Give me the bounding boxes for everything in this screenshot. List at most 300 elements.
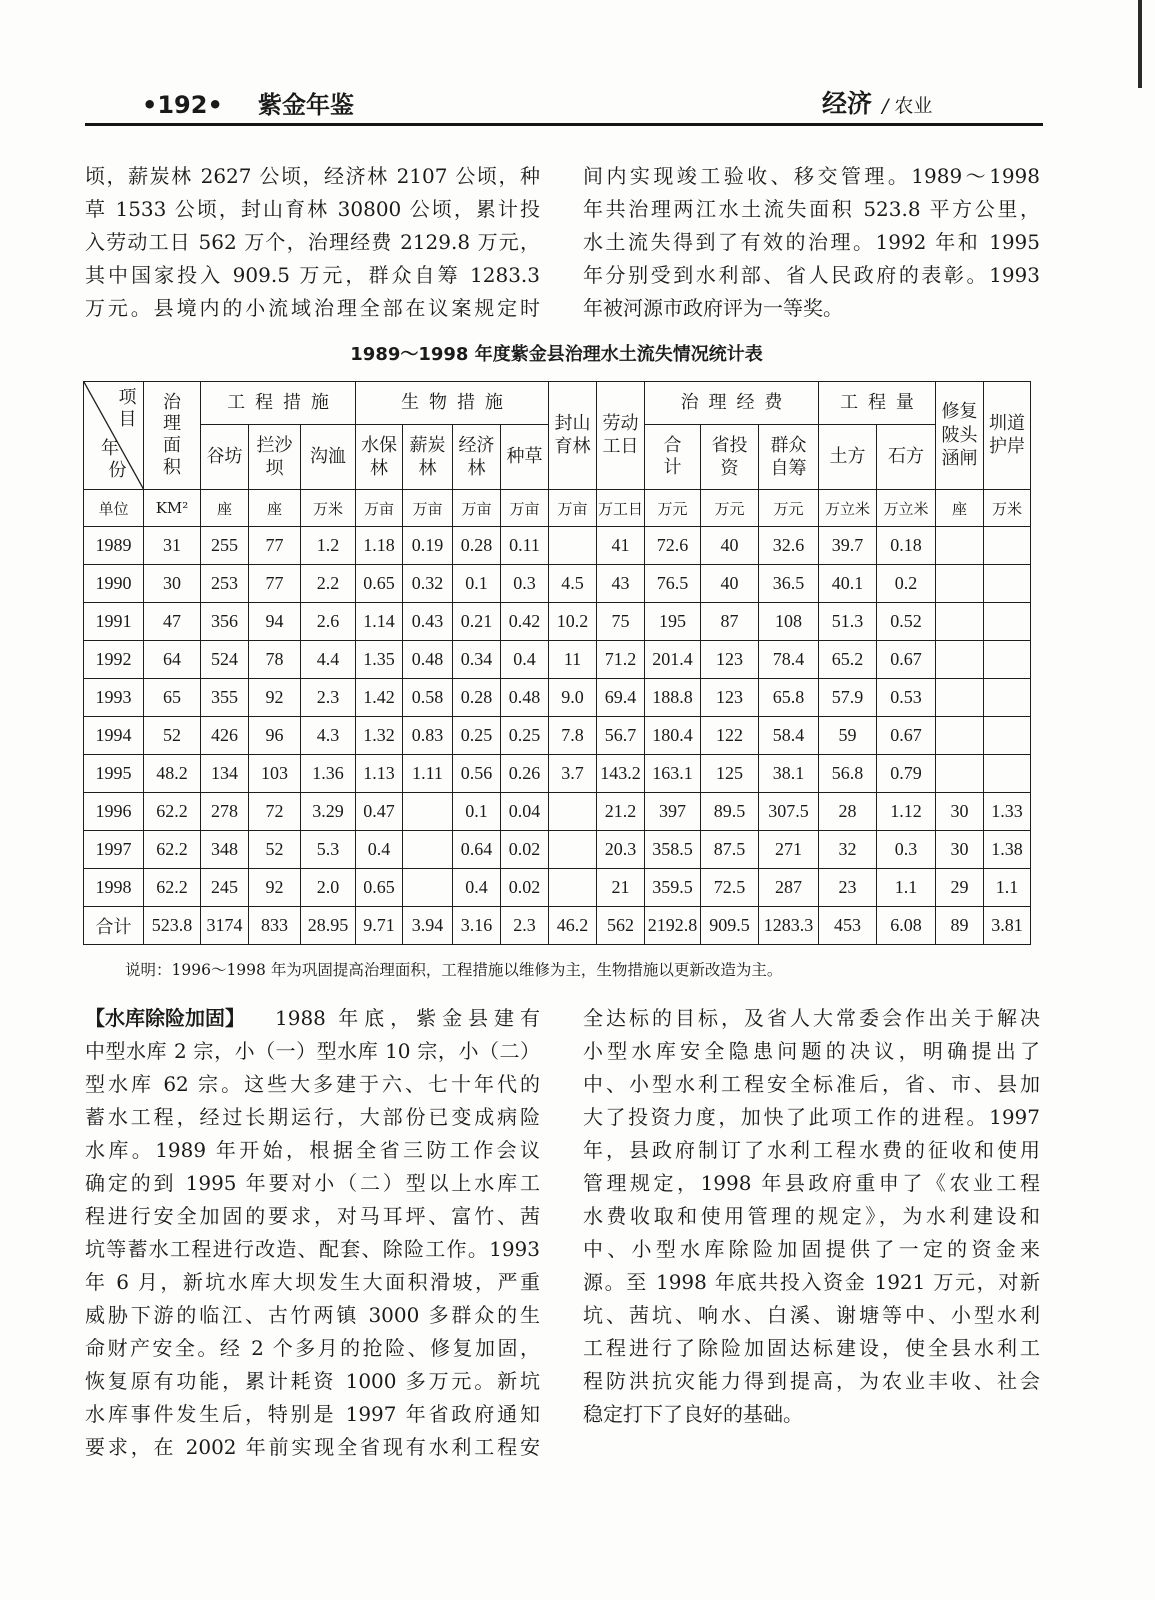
table-cell: 0.3: [877, 831, 936, 869]
header-label: 群众自筹: [770, 434, 807, 480]
table-cell: 307.5: [759, 793, 819, 831]
table-cell: 72.5: [701, 869, 759, 907]
table-cell: 3.7: [549, 755, 597, 793]
table-cell: 122: [701, 717, 759, 755]
table-cell: 253: [201, 565, 249, 603]
header-self-raised: [759, 425, 819, 490]
header-channel: [984, 382, 1031, 490]
table-cell: 65.8: [759, 679, 819, 717]
table-cell: 0.67: [877, 717, 936, 755]
header-biological: [356, 382, 549, 425]
header-label: 劳动工日: [602, 413, 639, 458]
table-cell: 23: [819, 869, 877, 907]
table-cell: 2.6: [301, 603, 356, 641]
header-funding: [645, 382, 819, 425]
text-line: 年 6 月，新坑水库大坝发生大面积滑坡，严重: [85, 1270, 540, 1294]
table-cell: 453: [819, 907, 877, 945]
table-cell: 62.2: [144, 831, 201, 869]
table-cell: 0.52: [877, 603, 936, 641]
text-line: 大了投资力度，加快了此项工作的进程。1997: [583, 1105, 1040, 1129]
table-cell: 103: [249, 755, 301, 793]
table-cell: 0.02: [501, 831, 549, 869]
table-cell: 163.1: [645, 755, 701, 793]
table-cell: 0.42: [501, 603, 549, 641]
unit-cell: 万亩: [403, 490, 453, 527]
header-closed-forest: [549, 382, 597, 490]
corner-header-cell: [84, 382, 144, 490]
table-cell: 56.8: [819, 755, 877, 793]
header-label: 石方: [888, 445, 925, 467]
table-cell: 1990: [84, 565, 144, 603]
table-cell: 909.5: [701, 907, 759, 945]
table-cell: 0.21: [453, 603, 501, 641]
table-cell: 7.8: [549, 717, 597, 755]
header-label: 治理经费: [680, 391, 793, 413]
text-line: 年被河源市政府评为一等奖。: [583, 296, 843, 320]
header-label: 经济林: [458, 434, 495, 480]
table-cell: 21: [597, 869, 645, 907]
table-cell: 0.11: [501, 527, 549, 565]
table-cell: 0.64: [453, 831, 501, 869]
table-cell: [936, 527, 984, 565]
table-cell: 1997: [84, 831, 144, 869]
table-cell: 1.18: [356, 527, 403, 565]
unit-cell: 万亩: [501, 490, 549, 527]
table-cell: 0.79: [877, 755, 936, 793]
table-row: [84, 717, 1031, 755]
header-label: 土方: [829, 445, 866, 467]
table-cell: 3.81: [984, 907, 1031, 945]
unit-cell: 座: [249, 490, 301, 527]
table-title: 1989～1998 年度紫金县治理水土流失情况统计表: [350, 344, 763, 365]
table-cell: 0.32: [403, 565, 453, 603]
text-line: 源。至 1998 年底共投入资金 1921 万元，对新: [583, 1270, 1040, 1294]
table-cell: 0.3: [501, 565, 549, 603]
header-engineering: [201, 382, 356, 425]
table-cell: 201.4: [645, 641, 701, 679]
table-cell: 36.5: [759, 565, 819, 603]
table-cell: 1.2: [301, 527, 356, 565]
table-cell: 43: [597, 565, 645, 603]
table-cell: 1.32: [356, 717, 403, 755]
text-line: 要求，在 2002 年前实现全省现有水利工程安: [85, 1435, 540, 1459]
unit-cell: 万米: [301, 490, 356, 527]
section-breadcrumb: [822, 88, 932, 120]
table-cell: 69.4: [597, 679, 645, 717]
table-cell: 3174: [201, 907, 249, 945]
header-economic-forest: [453, 425, 501, 490]
table-cell: 9.71: [356, 907, 403, 945]
table-cell: 3.16: [453, 907, 501, 945]
table-cell: 1.14: [356, 603, 403, 641]
text-line: 中型水库 2 宗，小（一）型水库 10 宗，小（二）: [85, 1039, 540, 1063]
table-cell: 1.12: [877, 793, 936, 831]
table-cell: 0.18: [877, 527, 936, 565]
table-cell: 523.8: [144, 907, 201, 945]
table-cell: [984, 755, 1031, 793]
text-line: 万元。县境内的小流域治理全部在议案规定时: [85, 296, 540, 320]
table-cell: 32.6: [759, 527, 819, 565]
text-line: 水库。1989 年开始，根据全省三防工作会议: [85, 1138, 540, 1162]
table-cell: 4.5: [549, 565, 597, 603]
table-cell: [936, 603, 984, 641]
table-cell: 32: [819, 831, 877, 869]
table-cell: 40: [701, 527, 759, 565]
table-cell: 195: [645, 603, 701, 641]
unit-cell: 万亩: [549, 490, 597, 527]
table-cell: 52: [249, 831, 301, 869]
table-note: 说明：1996～1998 年为巩固提高治理面积，工程措施以维修为主，生物措施以更新改造为主。: [125, 961, 783, 979]
table-cell: 524: [201, 641, 249, 679]
section-right-column: [583, 1002, 1040, 1431]
unit-cell: KM²: [144, 490, 201, 527]
table-cell: 0.67: [877, 641, 936, 679]
table-cell: 1283.3: [759, 907, 819, 945]
table-cell: [936, 755, 984, 793]
table-cell: 10.2: [549, 603, 597, 641]
unit-cell: 万立米: [819, 490, 877, 527]
text-line: 中、小型水库除险加固提供了一定的资金来: [583, 1237, 1040, 1261]
text-line: 威胁下游的临江、古竹两镇 3000 多群众的生: [85, 1303, 540, 1327]
text-line: 型水库 62 宗。这些大多建于六、七十年代的: [85, 1072, 540, 1096]
table-cell: 40.1: [819, 565, 877, 603]
table-cell: 2.0: [301, 869, 356, 907]
unit-cell: 万立米: [877, 490, 936, 527]
table-cell: [403, 793, 453, 831]
table-cell: 0.48: [501, 679, 549, 717]
text-line: 确定的到 1995 年要对小（二）型以上水库工: [85, 1171, 540, 1195]
table-cell: 62.2: [144, 793, 201, 831]
table-cell: 合计: [84, 907, 144, 945]
header-labor: [597, 382, 645, 490]
section-left-column: [85, 1002, 540, 1464]
header-conservation-forest: [356, 425, 403, 490]
table-cell: [936, 717, 984, 755]
text-line: 年共治理两江水土流失面积 523.8 平方公里，: [583, 197, 1040, 221]
table-cell: 1995: [84, 755, 144, 793]
table-cell: 2.3: [501, 907, 549, 945]
table-cell: 52: [144, 717, 201, 755]
text-line: 程防洪抗灾能力得到提高，为农业丰收、社会: [583, 1369, 1040, 1393]
breadcrumb-section: 经济: [822, 89, 873, 118]
table-cell: 278: [201, 793, 249, 831]
table-row: [84, 907, 1031, 945]
text-line: 程进行安全加固的要求，对马耳坪、富竹、茜: [85, 1204, 540, 1228]
table-cell: [984, 603, 1031, 641]
table-cell: 76.5: [645, 565, 701, 603]
table-cell: 1.1: [877, 869, 936, 907]
text-line: 顷，薪炭林 2627 公顷，经济林 2107 公顷，种: [85, 164, 540, 188]
statistics-table: [83, 381, 1031, 945]
table-cell: 58.4: [759, 717, 819, 755]
table-cell: 0.34: [453, 641, 501, 679]
corner-year-label: 年份: [100, 438, 127, 481]
table-row: [84, 869, 1031, 907]
table-cell: 92: [249, 869, 301, 907]
table-cell: 123: [701, 641, 759, 679]
header-label: 合计: [663, 435, 682, 478]
table-cell: 1994: [84, 717, 144, 755]
table-cell: 0.25: [501, 717, 549, 755]
table-cell: [984, 679, 1031, 717]
table-cell: 134: [201, 755, 249, 793]
table-cell: 65: [144, 679, 201, 717]
table-cell: 359.5: [645, 869, 701, 907]
table-row: [84, 565, 1031, 603]
table-cell: 0.19: [403, 527, 453, 565]
unit-cell: 座: [936, 490, 984, 527]
table-cell: 40: [701, 565, 759, 603]
text-line: 草 1533 公顷，封山育林 30800 公顷，累计投: [85, 197, 540, 221]
table-cell: 0.43: [403, 603, 453, 641]
table-cell: 188.8: [645, 679, 701, 717]
header-label: 圳道护岸: [989, 413, 1026, 458]
header-label: 种草: [506, 445, 543, 467]
unit-cell: 万元: [645, 490, 701, 527]
header-label: 薪炭林: [409, 434, 446, 480]
section-first-line-text: 1988 年底，紫金县建有: [275, 1006, 540, 1030]
table-row: [84, 527, 1031, 565]
table-cell: 1993: [84, 679, 144, 717]
breadcrumb-subsection: 农业: [894, 95, 933, 117]
header-label: 修复陂头涵闸: [941, 401, 978, 470]
table-cell: 1989: [84, 527, 144, 565]
text-line: 工程进行了除险加固达标建设，使全县水利工: [583, 1336, 1040, 1360]
table-cell: 123: [701, 679, 759, 717]
table-cell: 0.56: [453, 755, 501, 793]
table-cell: 9.0: [549, 679, 597, 717]
table-cell: 0.02: [501, 869, 549, 907]
page-number: •192•: [142, 91, 223, 119]
text-line: 年，县政府制订了水利工程水费的征收和使用: [583, 1138, 1040, 1162]
table-cell: 89: [936, 907, 984, 945]
unit-cell: 单位: [84, 490, 144, 527]
text-line: 全达标的目标，及省人大常委会作出关于解决: [583, 1006, 1040, 1030]
table-cell: 0.48: [403, 641, 453, 679]
table-cell: 0.58: [403, 679, 453, 717]
table-cell: 0.25: [453, 717, 501, 755]
text-line: 中、小型水利工程安全标准后，省、市、县加: [583, 1072, 1040, 1096]
table-cell: 348: [201, 831, 249, 869]
table-cell: [403, 831, 453, 869]
table-cell: [549, 869, 597, 907]
table-cell: 255: [201, 527, 249, 565]
table-row: [84, 831, 1031, 869]
table-cell: 271: [759, 831, 819, 869]
table-cell: 108: [759, 603, 819, 641]
text-line: 蓄水工程，经过长期运行，大部份已变成病险: [85, 1105, 540, 1129]
section-left-lines: [85, 1035, 540, 1464]
table-cell: 0.4: [501, 641, 549, 679]
table-cell: 0.26: [501, 755, 549, 793]
unit-cell: 座: [201, 490, 249, 527]
table-cell: 1996: [84, 793, 144, 831]
table-cell: [549, 527, 597, 565]
table-cell: 143.2: [597, 755, 645, 793]
header-earthwork: [819, 425, 877, 490]
table-cell: 5.3: [301, 831, 356, 869]
header-work-volume: [819, 382, 936, 425]
table-cell: 78.4: [759, 641, 819, 679]
unit-cell: 万工日: [597, 490, 645, 527]
table-cell: 1991: [84, 603, 144, 641]
table-cell: 3.29: [301, 793, 356, 831]
table-cell: 57.9: [819, 679, 877, 717]
table-row: [84, 793, 1031, 831]
text-line: 年分别受到水利部、省人民政府的表彰。1993: [583, 263, 1040, 287]
table-cell: 0.28: [453, 527, 501, 565]
table-cell: 1.38: [984, 831, 1031, 869]
table-cell: 287: [759, 869, 819, 907]
table-cell: 30: [144, 565, 201, 603]
text-line: 命财产安全。经 2 个多月的抢险、修复加固，: [85, 1336, 540, 1360]
header-weir-repair: [936, 382, 984, 490]
breadcrumb-separator: /: [882, 95, 889, 117]
table-cell: [984, 717, 1031, 755]
unit-cell: 万亩: [453, 490, 501, 527]
table-cell: 48.2: [144, 755, 201, 793]
text-line: 入劳动工日 562 万个，治理经费 2129.8 万元，: [85, 230, 540, 254]
header-row-groups: [84, 382, 1031, 425]
table-cell: [936, 565, 984, 603]
table-cell: 71.2: [597, 641, 645, 679]
text-line: 间内实现竣工验收、移交管理。1989～1998: [583, 164, 1040, 188]
table-cell: 30: [936, 793, 984, 831]
table-cell: 72.6: [645, 527, 701, 565]
table-cell: 62.2: [144, 869, 201, 907]
table-cell: 29: [936, 869, 984, 907]
table-cell: 355: [201, 679, 249, 717]
text-line: 其中国家投入 909.5 万元，群众自筹 1283.3: [85, 263, 540, 287]
table-cell: 64: [144, 641, 201, 679]
unit-cell: 万元: [759, 490, 819, 527]
table-cell: 30: [936, 831, 984, 869]
table-cell: 41: [597, 527, 645, 565]
table-cell: 358.5: [645, 831, 701, 869]
table-cell: 180.4: [645, 717, 701, 755]
table-cell: 3.94: [403, 907, 453, 945]
table-cell: [936, 679, 984, 717]
table-cell: 72: [249, 793, 301, 831]
header-label: 谷坊: [206, 445, 243, 467]
table-cell: [403, 869, 453, 907]
intro-left-column: [85, 160, 540, 325]
intro-right-column: [583, 160, 1040, 325]
scan-edge-mark: [1138, 0, 1142, 88]
header-label: 省投资: [711, 434, 748, 480]
table-cell: 1.33: [984, 793, 1031, 831]
table-cell: [984, 527, 1031, 565]
header-ditch: [301, 425, 356, 490]
table-cell: 28.95: [301, 907, 356, 945]
table-cell: 77: [249, 527, 301, 565]
header-total: [645, 425, 701, 490]
table-cell: 94: [249, 603, 301, 641]
text-line: 小型水库安全隐患问题的决议，明确提出了: [583, 1039, 1040, 1063]
header-grass: [501, 425, 549, 490]
table-cell: 397: [645, 793, 701, 831]
table-cell: 89.5: [701, 793, 759, 831]
table-cell: 833: [249, 907, 301, 945]
header-stonework: [877, 425, 936, 490]
table-body: [84, 527, 1031, 945]
book-title: 紫金年鉴: [258, 91, 354, 119]
table-cell: 87: [701, 603, 759, 641]
unit-cell: 万米: [984, 490, 1031, 527]
text-line: 管理规定，1998 年县政府重申了《农业工程: [583, 1171, 1040, 1195]
header-label: 工程措施: [227, 391, 339, 413]
table-cell: 1.42: [356, 679, 403, 717]
table-cell: 0.04: [501, 793, 549, 831]
corner-box: [84, 382, 143, 489]
header-label: 水保林: [361, 434, 397, 480]
units-row: [84, 490, 1031, 527]
table-cell: 125: [701, 755, 759, 793]
table-cell: 1.35: [356, 641, 403, 679]
table-cell: [549, 831, 597, 869]
table-cell: 1.1: [984, 869, 1031, 907]
table-cell: [549, 793, 597, 831]
table-cell: 78: [249, 641, 301, 679]
table-cell: 96: [249, 717, 301, 755]
table-cell: 0.1: [453, 565, 501, 603]
table-cell: 0.65: [356, 565, 403, 603]
table-cell: 245: [201, 869, 249, 907]
corner-item-label: 项目: [118, 387, 137, 430]
table-cell: 0.83: [403, 717, 453, 755]
table-cell: 75: [597, 603, 645, 641]
text-line: 恢复原有功能，累计耗资 1000 多万元。新坑: [85, 1369, 540, 1393]
header-label: 治理面积: [162, 391, 181, 478]
table-cell: 4.4: [301, 641, 356, 679]
table-cell: 65.2: [819, 641, 877, 679]
table-cell: 11: [549, 641, 597, 679]
table-row: [84, 679, 1031, 717]
table-cell: 92: [249, 679, 301, 717]
table-cell: 21.2: [597, 793, 645, 831]
table-cell: [984, 641, 1031, 679]
header-provincial: [701, 425, 759, 490]
text-line: 水土流失得到了有效的治理。1992 年和 1995: [583, 230, 1040, 254]
table-cell: 0.28: [453, 679, 501, 717]
header-label: 工程量: [840, 391, 924, 413]
table-cell: 2.3: [301, 679, 356, 717]
text-line: 水费收取和使用管理的规定》，为水利建设和: [583, 1204, 1040, 1228]
table-cell: 0.53: [877, 679, 936, 717]
table-cell: 0.47: [356, 793, 403, 831]
table-cell: 0.1: [453, 793, 501, 831]
table-cell: 1992: [84, 641, 144, 679]
table-cell: 1.36: [301, 755, 356, 793]
table-cell: 0.4: [356, 831, 403, 869]
table-cell: 87.5: [701, 831, 759, 869]
header-label: 拦沙坝: [256, 434, 293, 480]
table-row: [84, 641, 1031, 679]
text-line: 水库事件发生后，特别是 1997 年省政府通知: [85, 1402, 540, 1426]
table-cell: 2192.8: [645, 907, 701, 945]
table-cell: 56.7: [597, 717, 645, 755]
table-cell: 2.2: [301, 565, 356, 603]
header-label: 封山育林: [554, 413, 591, 458]
unit-cell: 万亩: [356, 490, 403, 527]
table-cell: 77: [249, 565, 301, 603]
header-rule: [85, 123, 1043, 126]
header-sand-dam: [249, 425, 301, 490]
table-cell: 1998: [84, 869, 144, 907]
header-check-dam: [201, 425, 249, 490]
table-cell: 426: [201, 717, 249, 755]
table-cell: 0.2: [877, 565, 936, 603]
